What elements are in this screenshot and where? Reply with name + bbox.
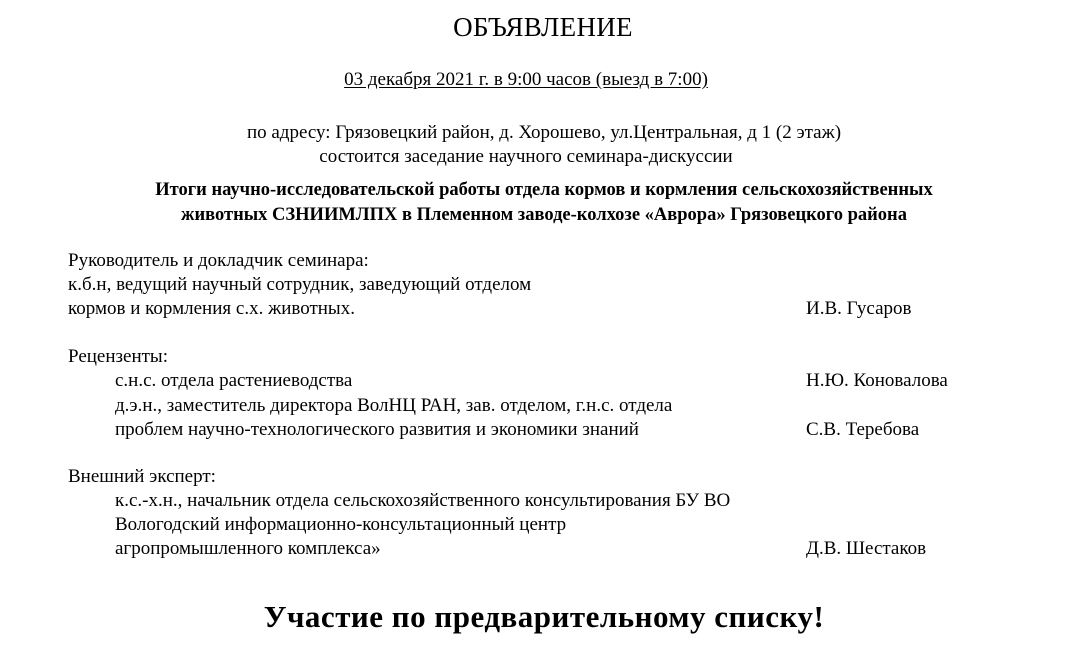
seminar-topic xyxy=(0,178,1080,228)
leader-title-line-1: к.б.н, ведущий научный сотрудник, заведующий отделом xyxy=(68,274,532,295)
reviewer-1-title: с.н.с. отдела растениеводства xyxy=(115,370,353,391)
document-title: ОБЪЯВЛЕНИЕ xyxy=(453,12,633,42)
expert-title-line-1: к.с.-х.н., начальник отдела сельскохозяйственного консультирования БУ ВО xyxy=(115,490,731,511)
leader-heading: Руководитель и докладчик семинара: xyxy=(68,250,369,271)
reviewers-heading: Рецензенты: xyxy=(68,346,168,367)
event-date: 03 декабря 2021 г. в 9:00 часов (выезд в 7:00) xyxy=(344,69,708,90)
leader-name: И.В. Гусаров xyxy=(806,298,912,319)
reviewer-2-title-line-1: д.э.н., заместитель директора ВолНЦ РАН, зав. отделом, г.н.с. отдела xyxy=(115,395,673,416)
seminar-topic-line-2: животных СЗНИИМЛПХ в Племенном заводе-колхозе «Аврора» Грязовецкого района xyxy=(181,205,907,225)
event-announcement: состоится заседание научного семинара-дискуссии xyxy=(319,146,733,167)
seminar-topic-line-1: Итоги научно-исследовательской работы отдела кормов и кормления сельскохозяйственных xyxy=(155,180,933,200)
reviewer-2-name: С.В. Теребова xyxy=(806,419,920,440)
reviewer-2-title-line-2: проблем научно-технологического развития и экономики знаний xyxy=(115,419,639,440)
participation-notice: Участие по предварительному списку! xyxy=(263,599,825,634)
expert-name: Д.В. Шестаков xyxy=(806,538,927,559)
reviewer-1-name: Н.Ю. Коновалова xyxy=(806,370,948,391)
event-address: по адресу: Грязовецкий район, д. Хорошево, ул.Центральная, д 1 (2 этаж) xyxy=(246,122,842,143)
expert-title-line-3: агропромышленного комплекса» xyxy=(115,538,381,559)
expert-title-line-2: Вологодский информационно-консультационный центр xyxy=(115,514,567,535)
leader-title-line-2: кормов и кормления с.х. животных. xyxy=(68,298,355,319)
expert-heading: Внешний эксперт: xyxy=(68,466,216,487)
